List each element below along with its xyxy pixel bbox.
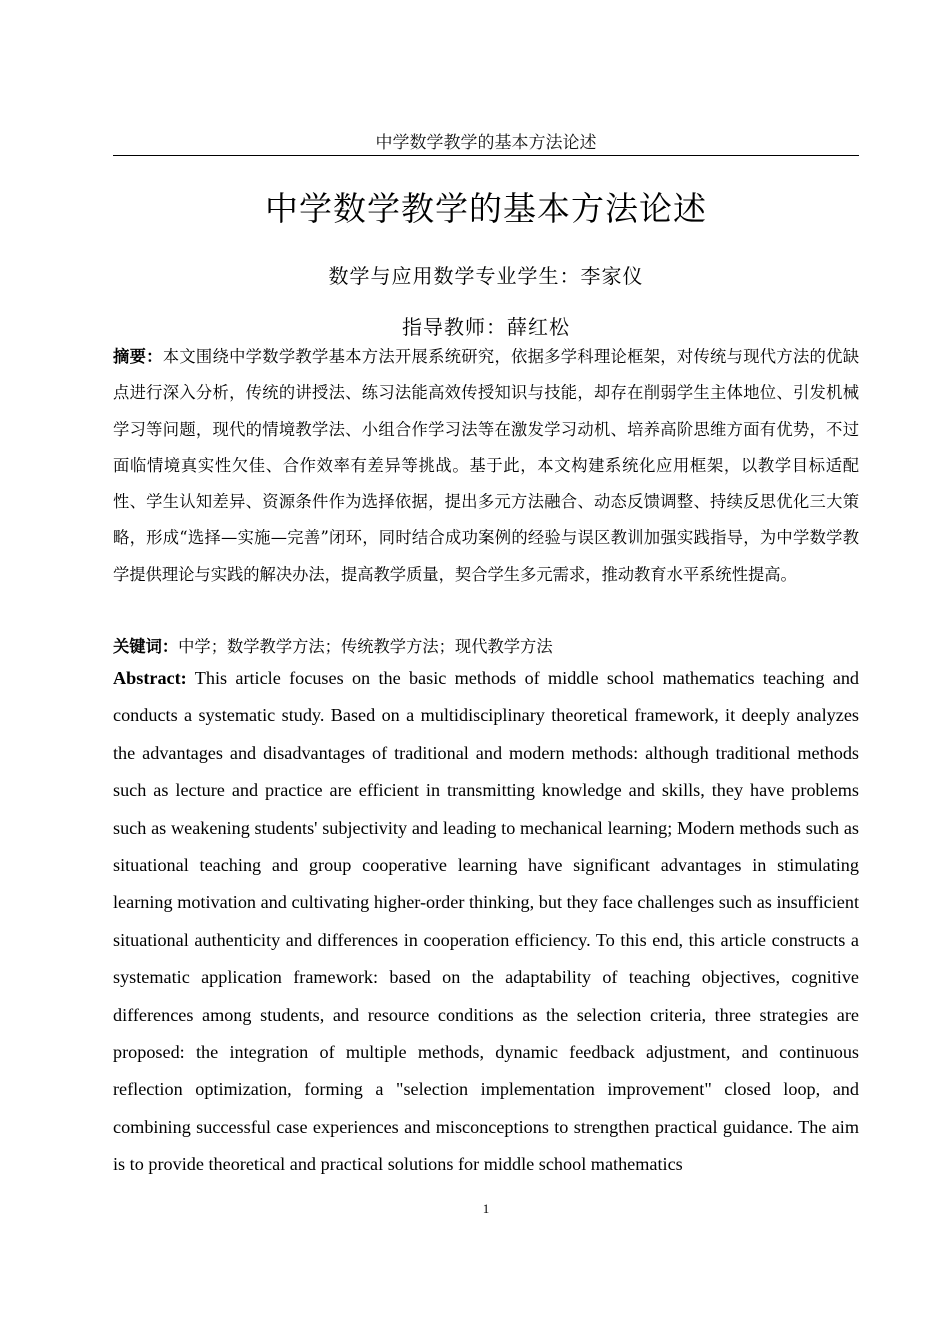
keywords bbox=[113, 632, 859, 662]
header-rule bbox=[113, 155, 859, 156]
keywords-label: 关键词： bbox=[113, 637, 179, 656]
page-number: 1 bbox=[482, 1201, 490, 1216]
english-abstract-text: This article focuses on the basic methods of middle school mathematics teaching and conducts a systematic study. Based on a multidisciplinary theoretical framework, it deeply analyzes the advantages and disadvantages of traditional and modern methods: although traditional methods such as lecture and practice are efficient in transmitting knowledge and skills, they have problems such as weakening students' subjectivity and leading to mechanical learning; Modern methods such as situational teaching and group cooperative learning have significant advantages in stimulating learning motivation and cultivating higher-order thinking, but they face challenges such as insufficient situational authenticity and differences in cooperation efficiency. To this end, this article constructs a systematic application framework: based on the adaptability of teaching objectives, cognitive differences among students, and resource conditions as the selection criteria, three strategies are proposed: the integration of multiple methods, dynamic feedback adjustment, and continuous reflection optimization, forming a "selection implementation improvement" closed loop, and combining successful case experiences and misconceptions to strengthen practical guidance. The aim is to provide theoretical and practical solutions for middle school mathematics bbox=[113, 668, 860, 1175]
paper-title: 中学数学教学的基本方法论述 bbox=[265, 189, 707, 228]
advisor-line: 指导教师：薛红松 bbox=[402, 315, 570, 339]
english-abstract-label: Abstract: bbox=[113, 668, 187, 688]
chinese-abstract-text: 本文围绕中学数学教学基本方法开展系统研究，依据多学科理论框架，对传统与现代方法的优缺点进行深入分析，传统的讲授法、练习法能高效传授知识与技能，却存在削弱学生主体地位、引发机械学习等问题，现代的情境教学法、小组合作学习法等在激发学习动机、培养高阶思维方面有优势，不过面临情境真实性欠佳、合作效率有差异等挑战。基于此，本文构建系统化应用框架，以教学目标适配性、学生认知差异、资源条件作为选择依据，提出多元方法融合、动态反馈调整、持续反思优化三大策略，形成“选择—实施—完善”闭环，同时结合成功案例的经验与误区教训加强实践指导，为中学数学教学提供理论与实践的解决办法，提高教学质量，契合学生多元需求，推动教育水平系统性提高。 bbox=[113, 347, 859, 584]
english-abstract bbox=[113, 660, 859, 1184]
author-line: 数学与应用数学专业学生：李家仪 bbox=[328, 264, 644, 288]
keywords-text: 中学；数学教学方法；传统教学方法；现代教学方法 bbox=[178, 637, 553, 656]
running-header: 中学数学教学的基本方法论述 bbox=[375, 133, 597, 153]
chinese-abstract bbox=[113, 339, 859, 593]
chinese-abstract-label: 摘要： bbox=[113, 347, 163, 366]
